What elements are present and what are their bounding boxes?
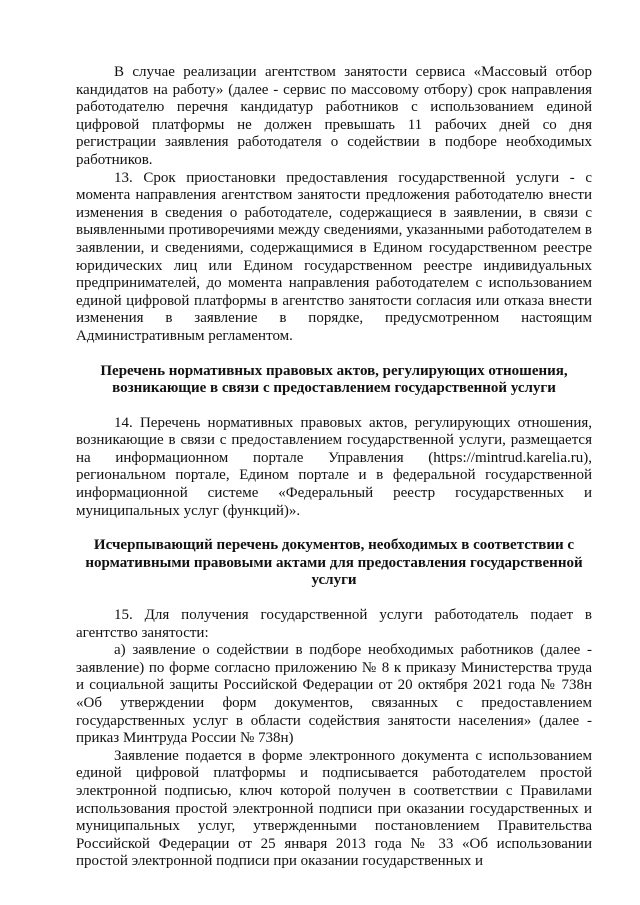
paragraph-13: 13. Срок приостановки предоставления государственной услуги - с момента направления агентством занятости предложения работодателю внести изменения в сведения о работодателе, содержащиеся в заявлении, в связи с выявленными противоречиями между сведениями, указанными работодателем в заявлении, и сведениями, содержащимися в Едином государственном реестре юридических лиц или Едином государственном реестре индивидуальных предпринимателей, до момента направления работодателем с использованием единой цифровой платформы в агентство занятости согласия или отказа внести изменения в заявление в порядке, предусмотренном настоящим Административным регламентом.: [76, 169, 592, 344]
paragraph-14: 14. Перечень нормативных правовых актов, регулирующих отношения, возникающие в связи с предоставлением государственной услуги, размещается на информационном портале Управления (https://mintrud.karelia.ru), региональном портале, Едином портале и в федеральной государственной информационной системе «Федеральный реестр государственных и муниципальных услуг (функций)».: [76, 414, 592, 519]
heading-documents-list: Исчерпывающий перечень документов, необходимых в соответствии с нормативными правовыми актами для предоставления государственной услуги: [85, 537, 583, 589]
heading-legal-acts: Перечень нормативных правовых актов, регулирующих отношения, возникающие в связи с предоставлением государственной услуги: [100, 362, 568, 397]
paragraph-15: 15. Для получения государственной услуги работодатель подает в агентство занятости:: [76, 607, 592, 641]
paragraph-electronic-submission: Заявление подается в форме электронного документа с использованием единой цифровой платформы и подписывается работодателем простой электронной подписью, ключ которой получен в соответствии с Правилами использования простой электронной подписи при оказании государственных и муниципальных услуг, утвержденными постановлением Правительства Российской Федерации от 25 января 2013 года № 33 «Об использовании простой электронной подписи при оказании государственных и: [76, 747, 592, 870]
document-body: [76, 64, 592, 871]
paragraph-15a: а) заявление о содействии в подборе необходимых работников (далее - заявление) по форме согласно приложению № 8 к приказу Министерства труда и социальной защиты Российской Федерации от 20 октября 2021 года № 738н «Об утверждении форм документов, связанных с предоставлением государственных услуг в области содействия занятости населения» (далее - приказ Минтруда России № 738н): [76, 642, 592, 747]
paragraph-mass-selection: В случае реализации агентством занятости сервиса «Массовый отбор кандидатов на работу» (далее - сервис по массовому отбору) срок направления работодателю перечня кандидатур работников с использованием единой цифровой платформы не должен превышать 11 рабочих дней со дня регистрации заявления работодателя о содействии в подборе необходимых работников.: [76, 64, 592, 168]
